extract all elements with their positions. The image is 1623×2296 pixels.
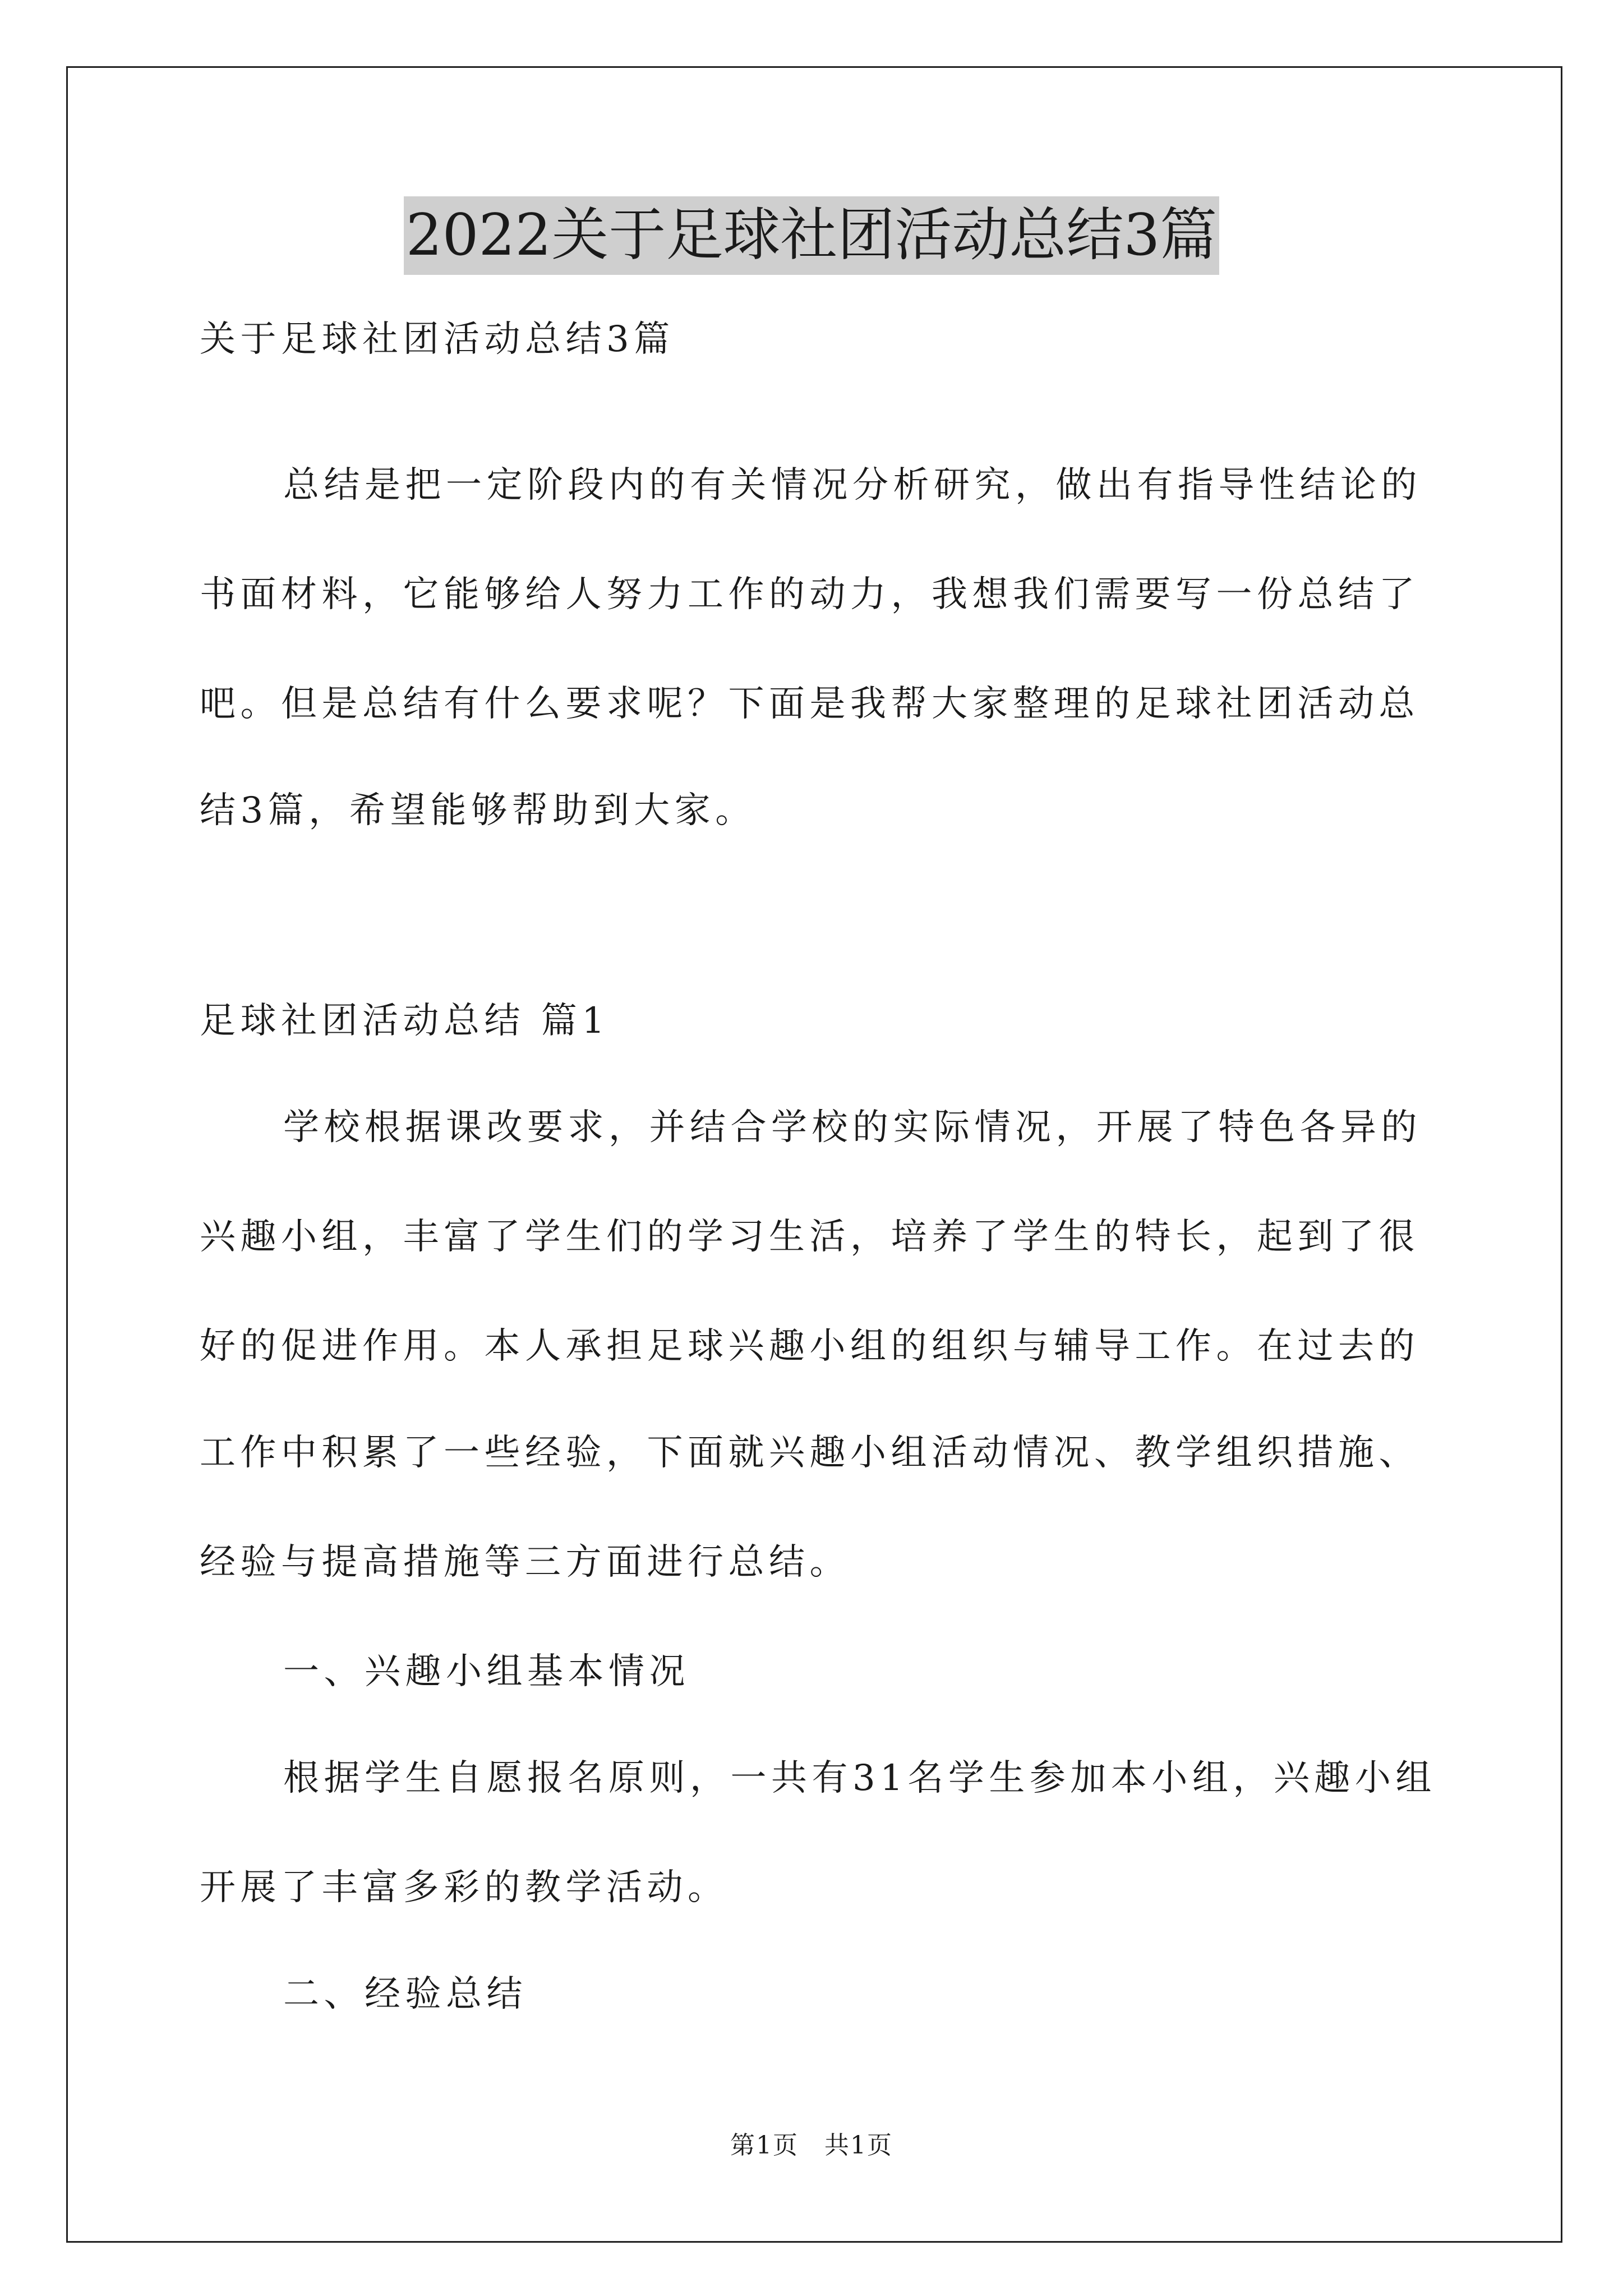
subheading-experience-summary: 二、经验总结	[283, 1973, 527, 2015]
paragraph-line: 学校根据课改要求，并结合学校的实际情况，开展了特色各异的	[283, 1107, 1422, 1148]
title-container	[0, 196, 1623, 275]
intro-line: 吧。但是总结有什么要求呢？下面是我帮大家整理的足球社团活动总	[200, 683, 1419, 725]
paragraph-line: 经验与提高措施等三方面进行总结。	[200, 1542, 850, 1583]
paragraph-line: 兴趣小组，丰富了学生们的学习生活，培养了学生的特长，起到了很	[200, 1216, 1419, 1258]
paragraph-line: 好的促进作用。本人承担足球兴趣小组的组织与辅导工作。在过去的	[200, 1326, 1419, 1367]
document-subtitle: 关于足球社团活动总结3篇	[200, 319, 675, 360]
section-heading: 足球社团活动总结 篇1	[200, 1000, 610, 1042]
document-title: 2022关于足球社团活动总结3篇	[404, 196, 1219, 275]
subheading-basic-situation: 一、兴趣小组基本情况	[283, 1651, 690, 1692]
paragraph-line: 工作中积累了一些经验，下面就兴趣小组活动情况、教学组织措施、	[200, 1432, 1419, 1474]
intro-line: 结3篇，希望能够帮助到大家。	[200, 790, 756, 831]
page-border	[66, 66, 1562, 2243]
page-footer: 第1页 共1页	[730, 2131, 893, 2160]
intro-line: 总结是把一定阶段内的有关情况分析研究，做出有指导性结论的	[283, 464, 1422, 506]
paragraph-line: 开展了丰富多彩的教学活动。	[200, 1867, 728, 1908]
paragraph-line: 根据学生自愿报名原则，一共有31名学生参加本小组，兴趣小组	[283, 1757, 1436, 1799]
intro-line: 书面材料，它能够给人努力工作的动力，我想我们需要写一份总结了	[200, 574, 1419, 615]
